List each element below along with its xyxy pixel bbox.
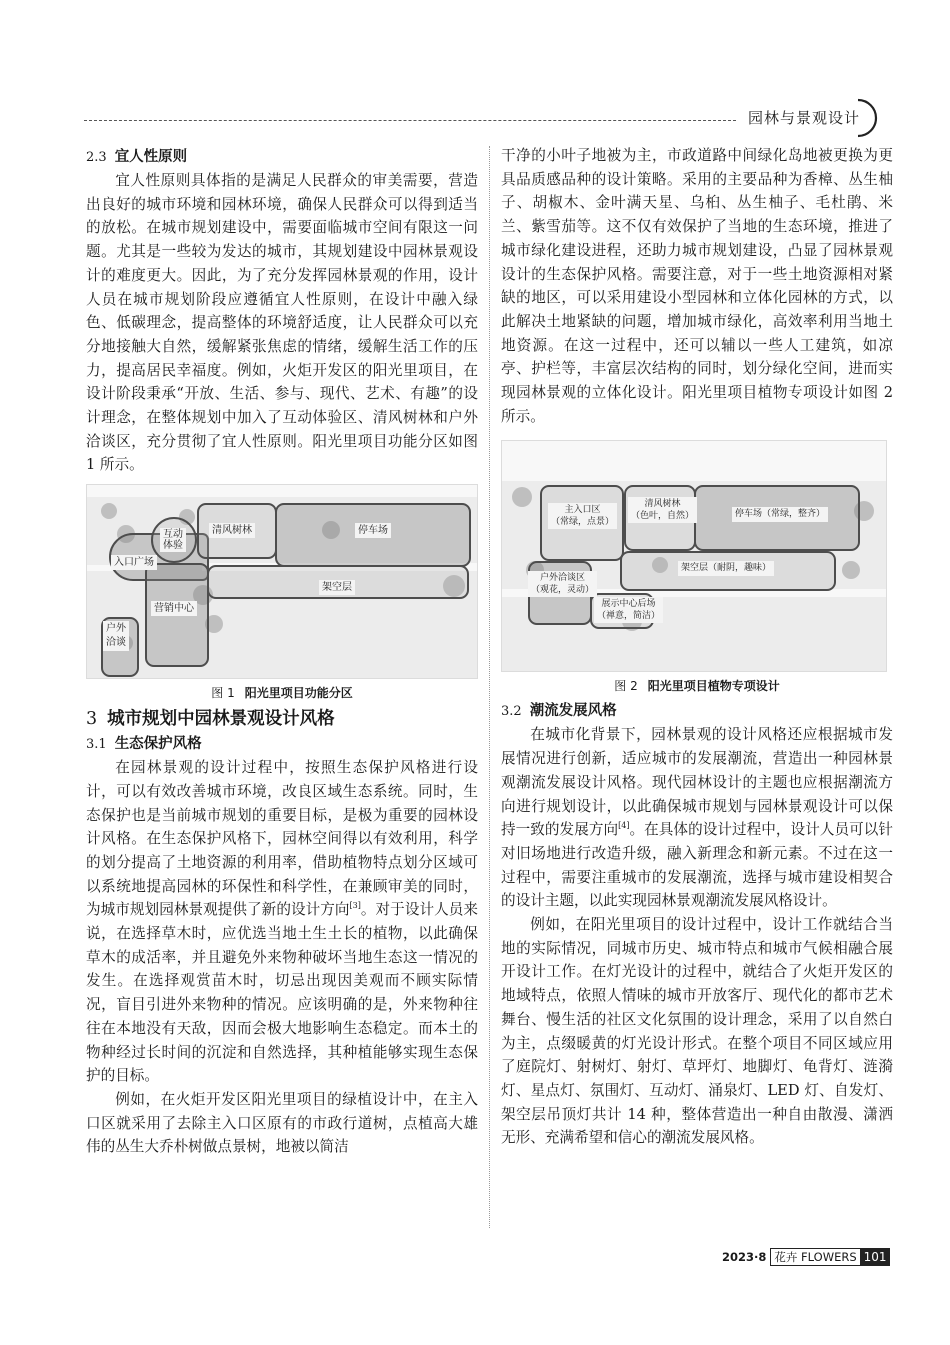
header-arc-ornament: [852, 98, 888, 138]
label-main-entrance: 主入口区 （常绿，点景）: [548, 503, 617, 529]
label-parking: 停车场: [355, 523, 391, 538]
paragraph-lighting-example: 例如，在阳光里项目的设计过程中，设计工作就结合当地的实际情况，同城市历史、城市特点和城市气候相融合展开设计工作。在灯光设计的过程中，就结合了火炬开发区的地域特点，依照人情味的城市开放客厅、现代化的都市艺术舞台、慢生活的社区文化氛围的设计理念，采用了以自然白为主，点缀暖黄的灯光设计形式。在整个项目不同区域应用了庭院灯、射树灯、射灯、草坪灯、地脚灯、龟背灯、涟漪灯、星点灯、氛围灯、互动灯、涌泉灯、LED 灯、自发灯、架空层吊顶灯共计 14 种，整体营造出一种自由散漫、潇洒无形、充满希望和信心的潮流发展风格。: [501, 916, 893, 1147]
magazine-name: 花卉 FLOWERS: [770, 1248, 860, 1266]
figure-1-caption: 图 1 阳光里项目功能分区: [211, 686, 353, 701]
paragraph-ecological: 在园林景观的设计过程中，按照生态保护风格进行设计，可以有效改善城市环境，改良区域生态系统。同时，生态保护也是当前城市规划的重要目标，是极为重要的园林设计风格。在生态保护风格下，园林空间得以有效利用，科学的划分提高了土地资源的利用率，借助植物特点划分区域可以系统地提高园林的环保性和科学性，在兼顾审美的同时，为城市规划园林景观提供了新的设计方向[3]。对于设计人员来说，在选择草木时，应优选当地土生土长的植物，以此确保草木的成活率，并且避免外来物种破坏当地生态这一情况的发生。在选择观赏苗木时，切忌出现因美观而不顾实际情况，盲目引进外来物种的情况。应该明确的是，外来物种往往在本地没有天敌，因而会极大地影响生态稳定。而本土的物种经过长时间的沉淀和自然选择，其种植能够实现生态保护的目标。: [86, 759, 478, 1085]
section-3-heading: 3 城市规划中园林景观设计风格: [86, 709, 335, 730]
label-exhibition-backyard: 展示中心后场 （禅意，简洁）: [594, 597, 663, 623]
section-3-2-heading: 3.2 潮流发展风格: [501, 703, 617, 720]
label-outdoor-talk: 户外洽谈区 （观花，灵动）: [528, 571, 597, 597]
reference-4: [4]: [618, 821, 630, 831]
section-3-1-heading: 3.1 生态保护风格: [86, 736, 202, 753]
column-divider: [489, 146, 490, 1228]
label-parking: 停车场（常绿，整齐）: [732, 507, 828, 522]
label-interactive: 互动 体验: [160, 528, 186, 552]
reference-3: [3]: [349, 901, 361, 911]
header-dashed-rule: [84, 120, 736, 121]
label-outdoor-talk: 户外 洽谈: [103, 621, 129, 651]
paragraph-yirenxing: 宜人性原则具体指的是满足人民群众的审美需要，营造出良好的城市环境和园林环境，确保人民群众可以得到适当的放松。在城市规划建设中，需要面临城市空间有限这一问题。尤其是一些较为发达的城市，其规划建设中园林景观设计的难度更大。因此，为了充分发挥园林景观的作用，设计人员在城市规划阶段应遵循宜人性原则，在设计中融入绿色、低碳理念，提高整体的环境舒适度，让人民群众可以充分地接触大自然，缓解紧张焦虑的情绪，缓解生活工作的压力，提高居民幸福度。例如，火炬开发区的阳光里项目，在设计阶段秉承“开放、生活、参与、现代、艺术、有趣”的设计理念，在整体规划中加入了互动体验区、清风树林和户外洽谈区，充分贯彻了宜人性原则。阳光里项目功能分区如图 1 所示。: [86, 172, 478, 474]
label-breeze-grove: 清风树林 （色叶，自然）: [628, 497, 697, 523]
figure-2-caption: 图 2 阳光里项目植物专项设计: [614, 679, 780, 694]
label-sales-center: 营销中心: [151, 601, 197, 616]
label-stilt-floor: 架空层: [319, 580, 355, 595]
figure-2-planting-design: [501, 440, 887, 672]
figure-1-functional-zoning: [86, 484, 478, 679]
label-stilt-floor: 架空层（耐阴，趣味）: [678, 561, 774, 576]
section-2-3-heading: 2.3 宜人性原则: [86, 149, 188, 165]
label-entrance-plaza: 入口广场: [111, 555, 157, 570]
label-breeze-grove: 清风树林: [209, 523, 255, 538]
issue-date: 2023·8: [722, 1250, 767, 1264]
page-number: 101: [861, 1248, 890, 1266]
paragraph-example-plants: 例如，在火炬开发区阳光里项目的绿植设计中，在主入口区就采用了去除主入口区原有的市政行道树，点植高大雄伟的丛生大乔朴树做点景树，地被以简洁: [86, 1090, 478, 1156]
running-title: 园林与景观设计: [748, 109, 861, 127]
page-footer: [722, 1248, 890, 1266]
paragraph-example-plants-cont: 干净的小叶子地被为主，市政道路中间绿化岛地被更换为更具品质感品种的设计策略。采用的主要品种为香樟、丛生柚子、胡椒木、金叶满天星、乌桕、丛生柚子、毛杜鹃、米兰、紫雪茄等。这不仅有效保护了当地的生态环境，推进了城市绿化建设进程，还助力城市规划建设，凸显了园林景观设计的生态保护风格。需要注意，对于一些土地资源相对紧缺的地区，可以采用建设小型园林和立体化园林的方式，以此解决土地紧缺的问题，增加城市绿化，高效率利用当地土地资源。在这一过程中，还可以辅以一些人工建筑，如凉亭、护栏等，丰富层次结构的同时，划分绿化空间，进而实现园林景观的立体化设计。阳光里项目植物专项设计如图 2 所示。: [501, 147, 893, 425]
paragraph-trend-style: 在城市化背景下，园林景观的设计风格还应根据城市发展情况进行创新，适应城市的发展潮流，营造出一种园林景观潮流发展设计风格。现代园林设计的主题也应根据潮流方向进行规划设计，以此确保城市规划与园林景观设计可以保持一致的发展方向[4]。在具体的设计过程中，设计人员可以针对旧场地进行改造升级，融入新理念和新元素。不过在这一过程中，需要注重城市的发展潮流，选择与城市建设相契合的设计主题，以此实现园林景观潮流发展风格设计。: [501, 726, 893, 910]
left-column: [86, 144, 478, 1159]
right-column: [501, 144, 893, 1150]
